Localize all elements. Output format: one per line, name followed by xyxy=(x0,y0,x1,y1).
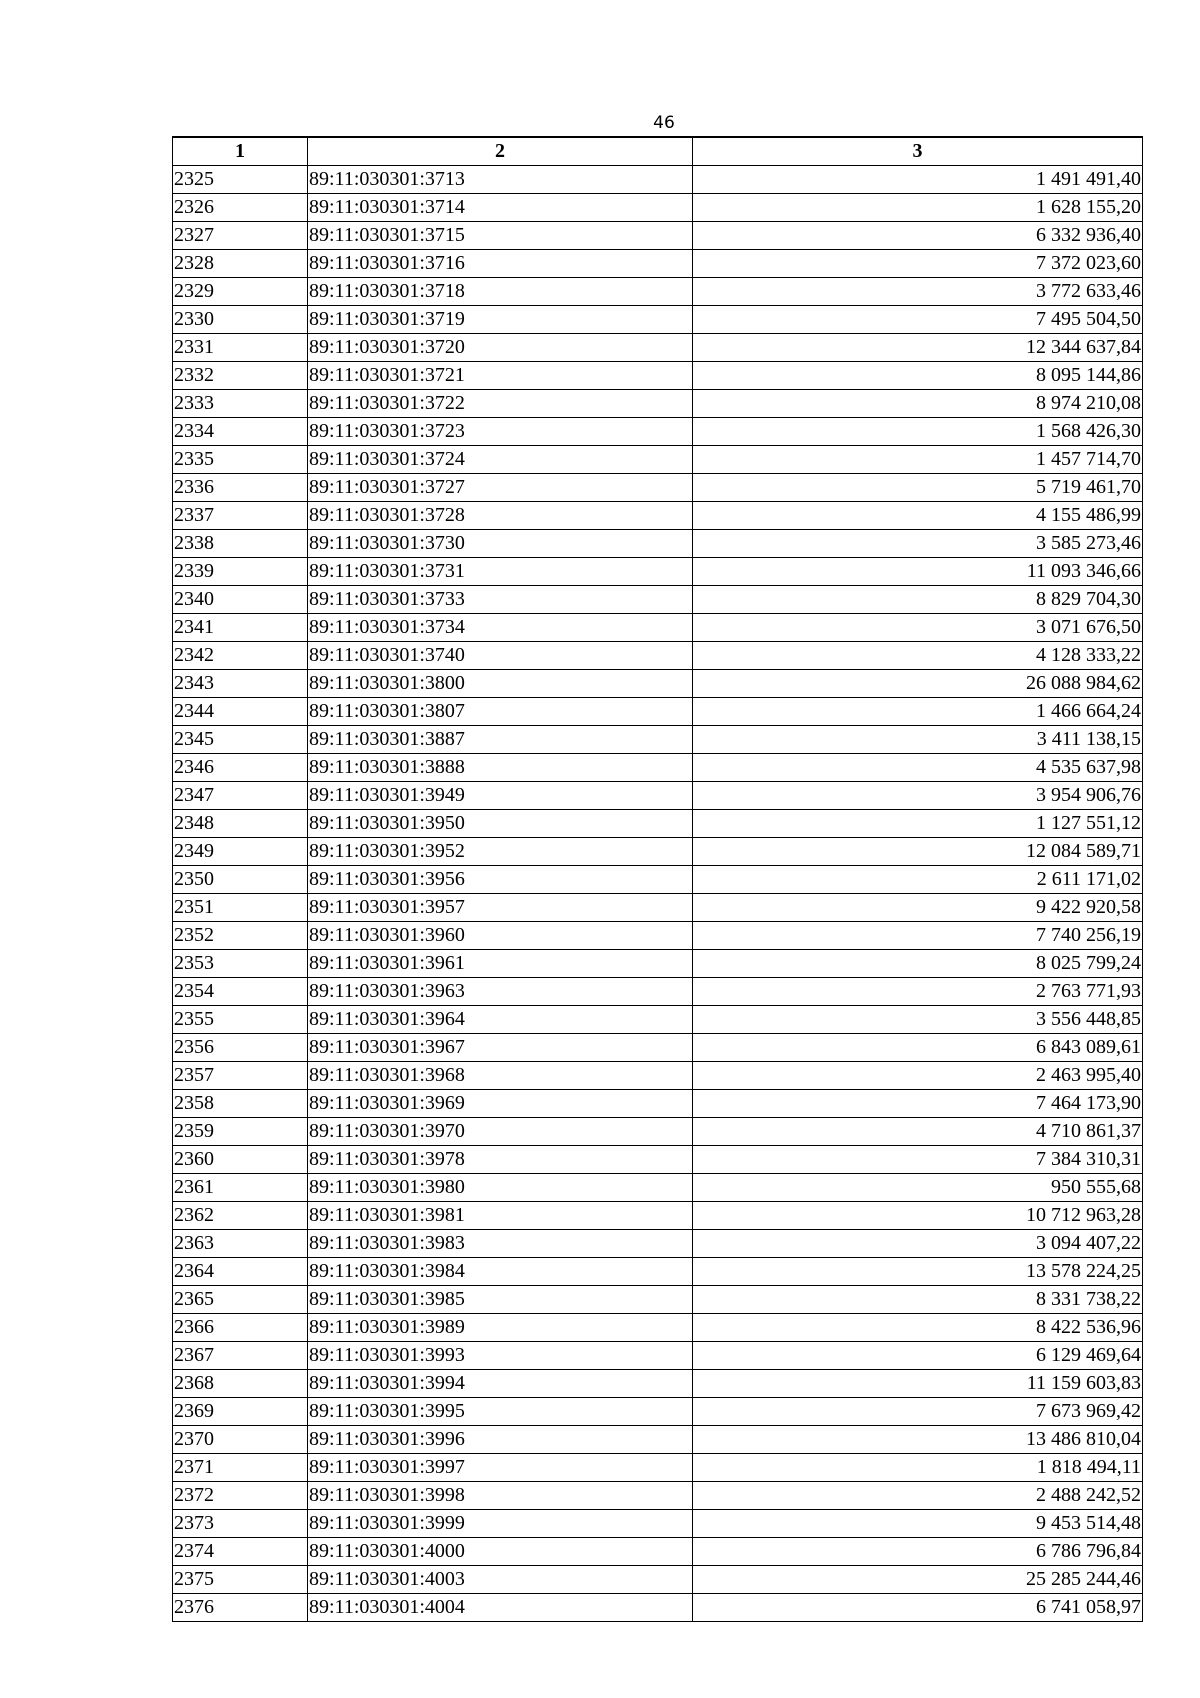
value-cell: 11 093 346,66 xyxy=(693,558,1143,586)
table-row xyxy=(173,922,1143,950)
row-number-cell: 2370 xyxy=(173,1426,308,1454)
value-cell: 12 084 589,71 xyxy=(693,838,1143,866)
table-row xyxy=(173,474,1143,502)
table-row xyxy=(173,1510,1143,1538)
header-row xyxy=(173,137,1143,166)
table-row xyxy=(173,222,1143,250)
value-cell: 8 095 144,86 xyxy=(693,362,1143,390)
cadastral-number-cell: 89:11:030301:3723 xyxy=(308,418,693,446)
row-number-cell: 2373 xyxy=(173,1510,308,1538)
value-cell: 2 763 771,93 xyxy=(693,978,1143,1006)
value-cell: 3 772 633,46 xyxy=(693,278,1143,306)
cadastral-number-cell: 89:11:030301:3727 xyxy=(308,474,693,502)
cadastral-number-cell: 89:11:030301:4000 xyxy=(308,1538,693,1566)
cadastral-number-cell: 89:11:030301:3996 xyxy=(308,1426,693,1454)
value-cell: 10 712 963,28 xyxy=(693,1202,1143,1230)
value-cell: 3 094 407,22 xyxy=(693,1230,1143,1258)
table-row xyxy=(173,1482,1143,1510)
value-cell: 1 127 551,12 xyxy=(693,810,1143,838)
header-cell-1: 1 xyxy=(173,137,308,166)
row-number-cell: 2360 xyxy=(173,1146,308,1174)
table-row xyxy=(173,1566,1143,1594)
row-number-cell: 2335 xyxy=(173,446,308,474)
value-cell: 6 332 936,40 xyxy=(693,222,1143,250)
table-row xyxy=(173,1538,1143,1566)
table-row xyxy=(173,698,1143,726)
value-cell: 1 818 494,11 xyxy=(693,1454,1143,1482)
cadastral-number-cell: 89:11:030301:3730 xyxy=(308,530,693,558)
row-number-cell: 2350 xyxy=(173,866,308,894)
table-row xyxy=(173,1146,1143,1174)
cadastral-number-cell: 89:11:030301:3997 xyxy=(308,1454,693,1482)
row-number-cell: 2372 xyxy=(173,1482,308,1510)
table-row xyxy=(173,1202,1143,1230)
cadastral-number-cell: 89:11:030301:3714 xyxy=(308,194,693,222)
value-cell: 6 786 796,84 xyxy=(693,1538,1143,1566)
value-cell: 1 568 426,30 xyxy=(693,418,1143,446)
value-cell: 6 741 058,97 xyxy=(693,1594,1143,1622)
row-number-cell: 2365 xyxy=(173,1286,308,1314)
row-number-cell: 2371 xyxy=(173,1454,308,1482)
table-row xyxy=(173,362,1143,390)
value-cell: 7 372 023,60 xyxy=(693,250,1143,278)
table-row xyxy=(173,642,1143,670)
cadastral-number-cell: 89:11:030301:3807 xyxy=(308,698,693,726)
value-cell: 9 453 514,48 xyxy=(693,1510,1143,1538)
row-number-cell: 2356 xyxy=(173,1034,308,1062)
value-cell: 1 466 664,24 xyxy=(693,698,1143,726)
table-row xyxy=(173,306,1143,334)
value-cell: 8 331 738,22 xyxy=(693,1286,1143,1314)
table-row xyxy=(173,250,1143,278)
value-cell: 8 829 704,30 xyxy=(693,586,1143,614)
data-table xyxy=(172,136,1143,1622)
row-number-cell: 2362 xyxy=(173,1202,308,1230)
table-row xyxy=(173,278,1143,306)
row-number-cell: 2338 xyxy=(173,530,308,558)
table-row xyxy=(173,166,1143,194)
table-row xyxy=(173,866,1143,894)
value-cell: 2 611 171,02 xyxy=(693,866,1143,894)
cadastral-number-cell: 89:11:030301:3733 xyxy=(308,586,693,614)
row-number-cell: 2339 xyxy=(173,558,308,586)
row-number-cell: 2325 xyxy=(173,166,308,194)
value-cell: 26 088 984,62 xyxy=(693,670,1143,698)
cadastral-number-cell: 89:11:030301:3720 xyxy=(308,334,693,362)
table-row xyxy=(173,838,1143,866)
row-number-cell: 2346 xyxy=(173,754,308,782)
table-row xyxy=(173,614,1143,642)
table-row xyxy=(173,1454,1143,1482)
table-row xyxy=(173,194,1143,222)
row-number-cell: 2364 xyxy=(173,1258,308,1286)
cadastral-number-cell: 89:11:030301:3983 xyxy=(308,1230,693,1258)
cadastral-number-cell: 89:11:030301:3994 xyxy=(308,1370,693,1398)
value-cell: 2 488 242,52 xyxy=(693,1482,1143,1510)
row-number-cell: 2353 xyxy=(173,950,308,978)
cadastral-number-cell: 89:11:030301:3963 xyxy=(308,978,693,1006)
cadastral-number-cell: 89:11:030301:3949 xyxy=(308,782,693,810)
cadastral-number-cell: 89:11:030301:3722 xyxy=(308,390,693,418)
value-cell: 12 344 637,84 xyxy=(693,334,1143,362)
value-cell: 3 071 676,50 xyxy=(693,614,1143,642)
table-row xyxy=(173,1594,1143,1622)
row-number-cell: 2375 xyxy=(173,1566,308,1594)
row-number-cell: 2330 xyxy=(173,306,308,334)
cadastral-number-cell: 89:11:030301:3980 xyxy=(308,1174,693,1202)
cadastral-number-cell: 89:11:030301:3728 xyxy=(308,502,693,530)
row-number-cell: 2359 xyxy=(173,1118,308,1146)
cadastral-number-cell: 89:11:030301:3721 xyxy=(308,362,693,390)
value-cell: 2 463 995,40 xyxy=(693,1062,1143,1090)
row-number-cell: 2354 xyxy=(173,978,308,1006)
value-cell: 5 719 461,70 xyxy=(693,474,1143,502)
value-cell: 4 710 861,37 xyxy=(693,1118,1143,1146)
table-row xyxy=(173,586,1143,614)
row-number-cell: 2343 xyxy=(173,670,308,698)
cadastral-number-cell: 89:11:030301:3887 xyxy=(308,726,693,754)
table-row xyxy=(173,1314,1143,1342)
cadastral-number-cell: 89:11:030301:3957 xyxy=(308,894,693,922)
row-number-cell: 2326 xyxy=(173,194,308,222)
value-cell: 1 491 491,40 xyxy=(693,166,1143,194)
cadastral-number-cell: 89:11:030301:3968 xyxy=(308,1062,693,1090)
cadastral-number-cell: 89:11:030301:3800 xyxy=(308,670,693,698)
table-row xyxy=(173,810,1143,838)
value-cell: 3 585 273,46 xyxy=(693,530,1143,558)
cadastral-number-cell: 89:11:030301:3984 xyxy=(308,1258,693,1286)
table-row xyxy=(173,1090,1143,1118)
row-number-cell: 2376 xyxy=(173,1594,308,1622)
row-number-cell: 2358 xyxy=(173,1090,308,1118)
cadastral-number-cell: 89:11:030301:3888 xyxy=(308,754,693,782)
cadastral-number-cell: 89:11:030301:3731 xyxy=(308,558,693,586)
row-number-cell: 2352 xyxy=(173,922,308,950)
value-cell: 7 464 173,90 xyxy=(693,1090,1143,1118)
cadastral-number-cell: 89:11:030301:3715 xyxy=(308,222,693,250)
table-row xyxy=(173,1118,1143,1146)
table-row xyxy=(173,1286,1143,1314)
row-number-cell: 2363 xyxy=(173,1230,308,1258)
row-number-cell: 2331 xyxy=(173,334,308,362)
value-cell: 3 411 138,15 xyxy=(693,726,1143,754)
row-number-cell: 2333 xyxy=(173,390,308,418)
row-number-cell: 2357 xyxy=(173,1062,308,1090)
value-cell: 1 457 714,70 xyxy=(693,446,1143,474)
table-row xyxy=(173,418,1143,446)
table-row xyxy=(173,1258,1143,1286)
row-number-cell: 2328 xyxy=(173,250,308,278)
row-number-cell: 2344 xyxy=(173,698,308,726)
cadastral-number-cell: 89:11:030301:3734 xyxy=(308,614,693,642)
cadastral-number-cell: 89:11:030301:3989 xyxy=(308,1314,693,1342)
header-cell-3: 3 xyxy=(693,137,1143,166)
row-number-cell: 2347 xyxy=(173,782,308,810)
value-cell: 13 578 224,25 xyxy=(693,1258,1143,1286)
value-cell: 8 974 210,08 xyxy=(693,390,1143,418)
table-row xyxy=(173,1034,1143,1062)
cadastral-number-cell: 89:11:030301:3981 xyxy=(308,1202,693,1230)
table-row xyxy=(173,726,1143,754)
table-row xyxy=(173,1398,1143,1426)
table-row xyxy=(173,502,1143,530)
table-row xyxy=(173,1426,1143,1454)
header-cell-2: 2 xyxy=(308,137,693,166)
cadastral-number-cell: 89:11:030301:3716 xyxy=(308,250,693,278)
cadastral-number-cell: 89:11:030301:4003 xyxy=(308,1566,693,1594)
table-row xyxy=(173,1370,1143,1398)
value-cell: 4 535 637,98 xyxy=(693,754,1143,782)
table-body xyxy=(173,166,1143,1622)
row-number-cell: 2327 xyxy=(173,222,308,250)
value-cell: 4 128 333,22 xyxy=(693,642,1143,670)
value-cell: 7 495 504,50 xyxy=(693,306,1143,334)
value-cell: 1 628 155,20 xyxy=(693,194,1143,222)
cadastral-number-cell: 89:11:030301:3956 xyxy=(308,866,693,894)
row-number-cell: 2368 xyxy=(173,1370,308,1398)
table-row xyxy=(173,1006,1143,1034)
row-number-cell: 2348 xyxy=(173,810,308,838)
table-row xyxy=(173,1342,1143,1370)
table-row xyxy=(173,950,1143,978)
cadastral-number-cell: 89:11:030301:3724 xyxy=(308,446,693,474)
cadastral-number-cell: 89:11:030301:3970 xyxy=(308,1118,693,1146)
table-row xyxy=(173,1230,1143,1258)
value-cell: 13 486 810,04 xyxy=(693,1426,1143,1454)
value-cell: 8 025 799,24 xyxy=(693,950,1143,978)
row-number-cell: 2334 xyxy=(173,418,308,446)
value-cell: 8 422 536,96 xyxy=(693,1314,1143,1342)
cadastral-number-cell: 89:11:030301:3960 xyxy=(308,922,693,950)
table-row xyxy=(173,978,1143,1006)
cadastral-number-cell: 89:11:030301:3718 xyxy=(308,278,693,306)
value-cell: 25 285 244,46 xyxy=(693,1566,1143,1594)
row-number-cell: 2351 xyxy=(173,894,308,922)
value-cell: 6 843 089,61 xyxy=(693,1034,1143,1062)
cadastral-number-cell: 89:11:030301:4004 xyxy=(308,1594,693,1622)
table-row xyxy=(173,1062,1143,1090)
table-row xyxy=(173,334,1143,362)
cadastral-number-cell: 89:11:030301:3952 xyxy=(308,838,693,866)
cadastral-number-cell: 89:11:030301:3978 xyxy=(308,1146,693,1174)
table-row xyxy=(173,670,1143,698)
row-number-cell: 2366 xyxy=(173,1314,308,1342)
value-cell: 950 555,68 xyxy=(693,1174,1143,1202)
table-row xyxy=(173,894,1143,922)
cadastral-number-cell: 89:11:030301:3995 xyxy=(308,1398,693,1426)
table-row xyxy=(173,390,1143,418)
row-number-cell: 2369 xyxy=(173,1398,308,1426)
cadastral-number-cell: 89:11:030301:3950 xyxy=(308,810,693,838)
row-number-cell: 2355 xyxy=(173,1006,308,1034)
value-cell: 7 740 256,19 xyxy=(693,922,1143,950)
table-row xyxy=(173,446,1143,474)
table-header xyxy=(173,137,1143,166)
cadastral-number-cell: 89:11:030301:3998 xyxy=(308,1482,693,1510)
value-cell: 3 556 448,85 xyxy=(693,1006,1143,1034)
row-number-cell: 2345 xyxy=(173,726,308,754)
value-cell: 9 422 920,58 xyxy=(693,894,1143,922)
row-number-cell: 2361 xyxy=(173,1174,308,1202)
cadastral-number-cell: 89:11:030301:3967 xyxy=(308,1034,693,1062)
page-number: 46 xyxy=(653,113,675,133)
value-cell: 7 673 969,42 xyxy=(693,1398,1143,1426)
row-number-cell: 2374 xyxy=(173,1538,308,1566)
value-cell: 6 129 469,64 xyxy=(693,1342,1143,1370)
row-number-cell: 2336 xyxy=(173,474,308,502)
row-number-cell: 2342 xyxy=(173,642,308,670)
row-number-cell: 2349 xyxy=(173,838,308,866)
row-number-cell: 2332 xyxy=(173,362,308,390)
value-cell: 3 954 906,76 xyxy=(693,782,1143,810)
cadastral-number-cell: 89:11:030301:3961 xyxy=(308,950,693,978)
table-row xyxy=(173,754,1143,782)
row-number-cell: 2367 xyxy=(173,1342,308,1370)
cadastral-number-cell: 89:11:030301:3740 xyxy=(308,642,693,670)
value-cell: 11 159 603,83 xyxy=(693,1370,1143,1398)
cadastral-number-cell: 89:11:030301:3999 xyxy=(308,1510,693,1538)
cadastral-number-cell: 89:11:030301:3969 xyxy=(308,1090,693,1118)
row-number-cell: 2340 xyxy=(173,586,308,614)
row-number-cell: 2329 xyxy=(173,278,308,306)
row-number-cell: 2341 xyxy=(173,614,308,642)
table-row xyxy=(173,1174,1143,1202)
cadastral-number-cell: 89:11:030301:3719 xyxy=(308,306,693,334)
table-row xyxy=(173,530,1143,558)
value-cell: 7 384 310,31 xyxy=(693,1146,1143,1174)
table-row xyxy=(173,782,1143,810)
cadastral-number-cell: 89:11:030301:3993 xyxy=(308,1342,693,1370)
table-row xyxy=(173,558,1143,586)
cadastral-number-cell: 89:11:030301:3713 xyxy=(308,166,693,194)
value-cell: 4 155 486,99 xyxy=(693,502,1143,530)
cadastral-number-cell: 89:11:030301:3985 xyxy=(308,1286,693,1314)
row-number-cell: 2337 xyxy=(173,502,308,530)
cadastral-number-cell: 89:11:030301:3964 xyxy=(308,1006,693,1034)
